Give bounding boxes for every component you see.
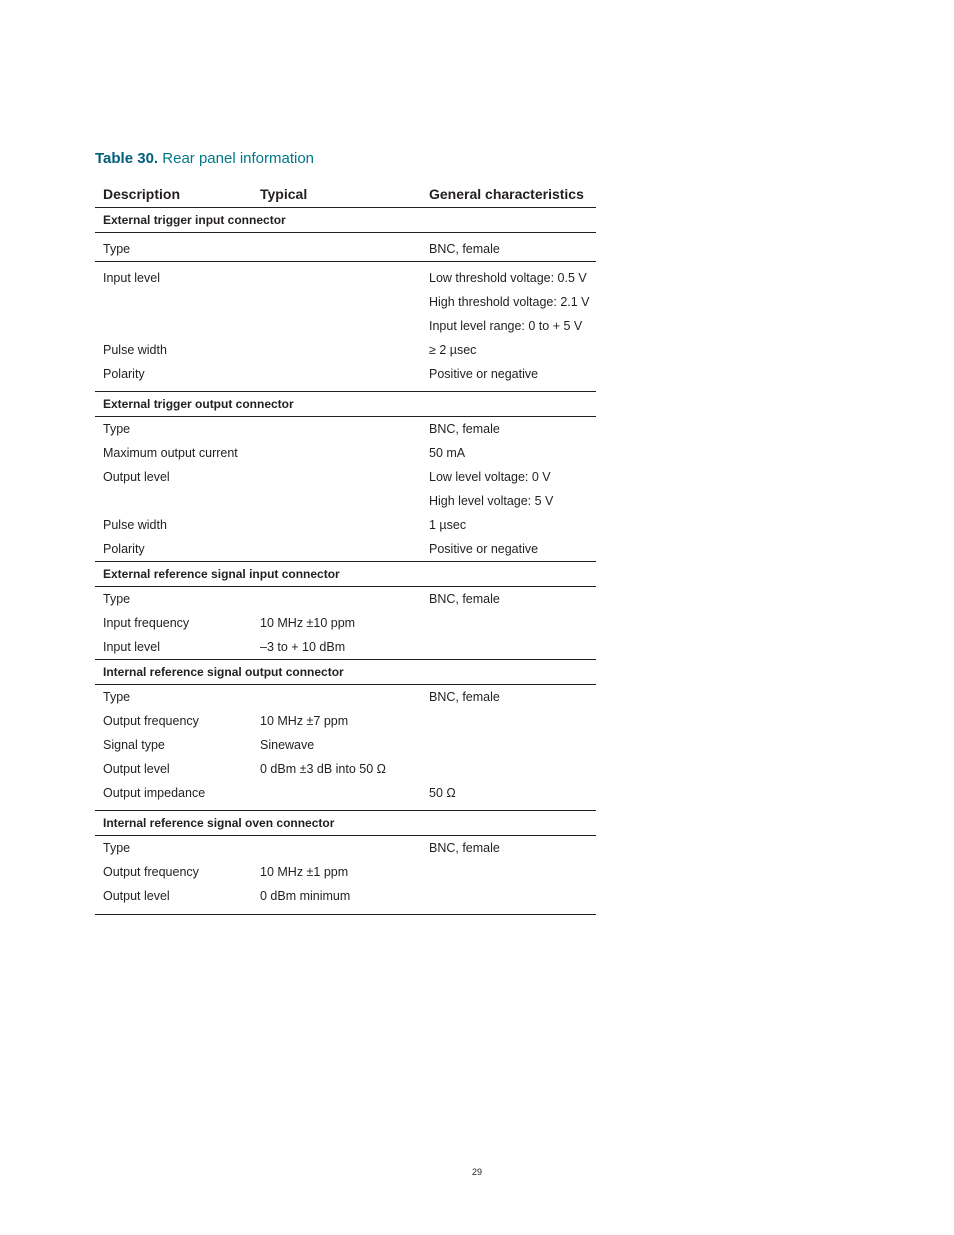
rear-panel-table — [95, 181, 596, 915]
table-caption — [95, 150, 314, 167]
section-heading: External trigger input connector — [95, 208, 596, 233]
table-row: Input level –3 to + 10 dBm — [95, 635, 596, 660]
table-row: Output frequency 10 MHz ±1 ppm — [103, 865, 349, 879]
table-row: High level voltage: 5 V — [429, 494, 554, 508]
table-row: Input level Low threshold voltage: 0.5 V — [103, 271, 587, 285]
page-number: 29 — [471, 1167, 482, 1177]
column-header-typical: Typical — [260, 186, 308, 202]
column-header-description: Description — [103, 186, 181, 202]
table-row: Pulse width ≥ 2 µsec — [103, 343, 477, 357]
table-title: Rear panel information — [162, 150, 315, 167]
table-row: Output level 0 dBm ±3 dB into 50 Ω — [103, 762, 386, 776]
table-row: Input level range: 0 to + 5 V — [429, 319, 583, 333]
section-heading: Internal reference signal output connector — [95, 660, 596, 685]
section-heading: Internal reference signal oven connector — [95, 811, 596, 836]
table-row: Polarity Positive or negative — [95, 362, 596, 392]
table-row: Input frequency 10 MHz ±10 ppm — [103, 616, 356, 630]
table-row: Type BNC, female — [103, 592, 500, 606]
section-heading: External trigger output connector — [95, 392, 596, 417]
table-row: Output level 0 dBm minimum — [95, 884, 596, 915]
table-row: Type BNC, female — [103, 422, 500, 436]
section-heading: External reference signal input connector — [95, 562, 596, 587]
table-row: Output impedance 50 Ω — [95, 781, 596, 811]
table-number: Table 30. — [95, 150, 159, 167]
table-row: Type BNC, female — [103, 690, 500, 704]
table-row: High threshold voltage: 2.1 V — [429, 295, 590, 309]
table-header-row — [95, 181, 596, 208]
table-row: Type BNC, female — [95, 237, 596, 262]
table-row: Output frequency 10 MHz ±7 ppm — [103, 714, 349, 728]
table-row: Output level Low level voltage: 0 V — [103, 470, 551, 484]
column-header-general: General characteristics — [429, 186, 584, 202]
table-row: Pulse width 1 µsec — [103, 518, 467, 532]
table-row: Signal type Sinewave — [103, 738, 315, 752]
table-row: Maximum output current 50 mA — [103, 446, 466, 460]
table-row: Type BNC, female — [103, 841, 500, 855]
table-row: Polarity Positive or negative — [95, 537, 596, 562]
